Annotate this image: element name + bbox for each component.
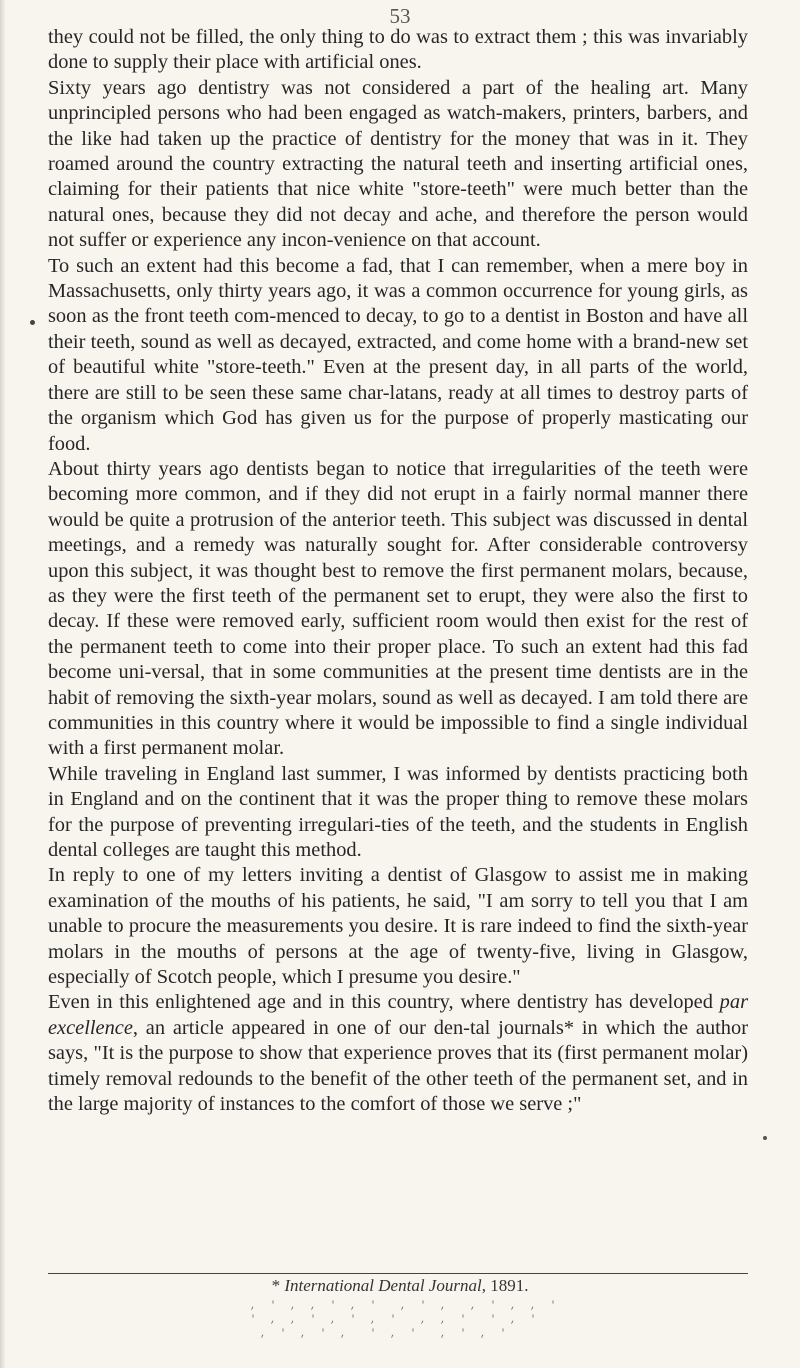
paragraph-7-text-b: , an article appeared in one of our den-tal journals* in which the author says, "It is the purpose to show that experience proves that its (first permanent molar) timely removal redounds to the benefit of the other teeth of the permanent set, and in the large majority of instances to the comfort of those we serve ;" bbox=[48, 1016, 748, 1116]
paragraph-7-text-a: Even in this enlightened age and in this country, where dentistry has developed bbox=[48, 991, 720, 1014]
paragraph-7 bbox=[48, 990, 748, 1117]
paragraph-3: To such an extent had this become a fad, that I can remember, when a mere boy in Massachusetts, only thirty years ago, it was a common occurrence for young girls, as soon as the front teeth com-menced to decay, to go to a dentist in Boston and have all their teeth, sound as well as decayed, extracted, and come home with a brand-new set of beautiful white "store-teeth." Even at the present day, in all parts of the world, there are still to be seen these same char-latans, ready at all times to destroy parts of the organism which God has given us for the purpose of properly masticating our food. bbox=[48, 254, 748, 455]
footnote-marker: * bbox=[271, 1276, 285, 1295]
body-text bbox=[48, 25, 748, 1117]
margin-speck bbox=[763, 1136, 767, 1140]
footnote-year: , 1891. bbox=[481, 1276, 529, 1295]
margin-speck bbox=[30, 320, 35, 325]
paragraph-7-italic: par excellence bbox=[48, 991, 748, 1039]
footnote-rule bbox=[48, 1273, 748, 1274]
paragraph-5: While traveling in England last summer, I was informed by dentists practicing both in England and on the continent that it was the proper thing to remove these molars for the purpose of preventing irregulari-ties of the teeth, and the students in English dental colleges are taught this method. bbox=[48, 762, 748, 861]
footnote-journal: International Dental Journal bbox=[284, 1276, 482, 1295]
paragraph-2: Sixty years ago dentistry was not considered a part of the healing art. Many unprincipled persons who had been engaged as watch-makers, printers, barbers, and the like had taken up the practice of dentistry for the money that was in it. They roamed around the country extracting the natural teeth and inserting artificial ones, claiming for their patients that nice white "store-teeth" were much better than the natural ones, because they did not decay and ache, and therefore the person would not suffer or experience any incon-venience on that account. bbox=[48, 76, 748, 252]
paragraph-1: they could not be filled, the only thing to do was to extract them ; this was invariably done to supply their place with artificial ones. bbox=[48, 26, 748, 74]
page-number: 53 bbox=[389, 4, 411, 28]
bleed-through-specks: , ' , , ' , ' , ' , , ' , , ' ' , , ' , ' , ' , , ' ' , ' , ' , ' , ' , ' , ' , ' bbox=[250, 1301, 561, 1340]
paragraph-4: About thirty years ago dentists began to notice that irregularities of the teeth were becoming more common, and if they did not erupt in a fairly normal manner there would be quite a protrusion of the anterior teeth. This subject was discussed in dental meetings, and a remedy was naturally sought for. After considerable controversy upon this subject, it was thought best to remove the first permanent molars, because, as they were the first teeth of the permanent set to erupt, they were also the first to decay. If these were removed early, sufficient room would then exist for the rest of the permanent teeth to come into their proper place. To such an extent had this fad become uni-versal, that in some communities at the present time dentists are in the habit of removing the sixth-year molars, sound as well as decayed. I am told there are communities in this country where it would be impossible to find a single individual with a first permanent molar. bbox=[48, 457, 748, 760]
paragraph-6: In reply to one of my letters inviting a dentist of Glasgow to assist me in making examination of the mouths of his patients, he said, "I am sorry to tell you that I am unable to procure the measurements you desire. It is rare indeed to find the sixth-year molars in the mouths of persons at the age of twenty-five, living in Glasgow, especially of Scotch people, which I presume you desire." bbox=[48, 864, 748, 989]
page-edge-shadow bbox=[0, 0, 6, 1368]
footnote bbox=[0, 1276, 800, 1296]
